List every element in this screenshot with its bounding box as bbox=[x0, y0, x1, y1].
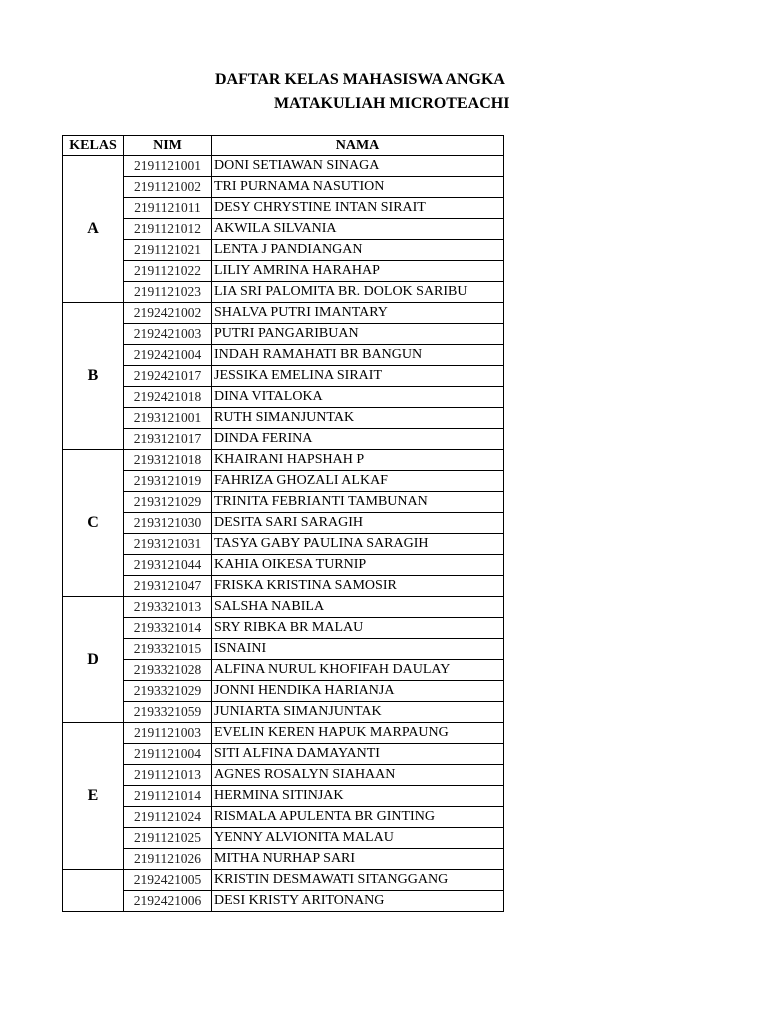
table-row bbox=[63, 639, 504, 660]
nim-cell: 2193121047 bbox=[124, 576, 212, 597]
table-row bbox=[63, 261, 504, 282]
title-line-2: MATAKULIAH MICROTEACHI bbox=[274, 95, 510, 112]
nama-cell: ISNAINI bbox=[212, 639, 504, 660]
nama-cell: DESITA SARI SARAGIH bbox=[212, 513, 504, 534]
title-line-1: DAFTAR KELAS MAHASISWA ANGKA bbox=[215, 71, 505, 88]
nim-cell: 2192421004 bbox=[124, 345, 212, 366]
table-row bbox=[63, 891, 504, 912]
nama-cell: DINDA FERINA bbox=[212, 429, 504, 450]
table-row bbox=[63, 429, 504, 450]
kelas-cell: B bbox=[63, 303, 124, 450]
table-row bbox=[63, 513, 504, 534]
nim-cell: 2192421003 bbox=[124, 324, 212, 345]
nim-cell: 2193121018 bbox=[124, 450, 212, 471]
nama-cell: DONI SETIAWAN SINAGA bbox=[212, 156, 504, 177]
nama-cell: SALSHA NABILA bbox=[212, 597, 504, 618]
table-row bbox=[63, 471, 504, 492]
table-row bbox=[63, 492, 504, 513]
header-row bbox=[63, 136, 504, 156]
nama-cell: FRISKA KRISTINA SAMOSIR bbox=[212, 576, 504, 597]
nama-cell: JESSIKA EMELINA SIRAIT bbox=[212, 366, 504, 387]
nim-cell: 2193321014 bbox=[124, 618, 212, 639]
table-row bbox=[63, 198, 504, 219]
table-body bbox=[63, 156, 504, 912]
kelas-cell: A bbox=[63, 156, 124, 303]
table-row bbox=[63, 282, 504, 303]
nama-cell: DINA VITALOKA bbox=[212, 387, 504, 408]
header-nim: NIM bbox=[124, 136, 212, 156]
nama-cell: KAHIA OIKESA TURNIP bbox=[212, 555, 504, 576]
kelas-cell: E bbox=[63, 723, 124, 870]
header-kelas: KELAS bbox=[63, 136, 124, 156]
nama-cell: DESI KRISTY ARITONANG bbox=[212, 891, 504, 912]
nama-cell: YENNY ALVIONITA MALAU bbox=[212, 828, 504, 849]
nama-cell: SRY RIBKA BR MALAU bbox=[212, 618, 504, 639]
table-row bbox=[63, 807, 504, 828]
nama-cell: EVELIN KEREN HAPUK MARPAUNG bbox=[212, 723, 504, 744]
nama-cell: HERMINA SITINJAK bbox=[212, 786, 504, 807]
table-row bbox=[63, 744, 504, 765]
nama-cell: DESY CHRYSTINE INTAN SIRAIT bbox=[212, 198, 504, 219]
nama-cell: FAHRIZA GHOZALI ALKAF bbox=[212, 471, 504, 492]
table-row bbox=[63, 576, 504, 597]
nama-cell: LILIY AMRINA HARAHAP bbox=[212, 261, 504, 282]
nim-cell: 2193121029 bbox=[124, 492, 212, 513]
nama-cell: PUTRI PANGARIBUAN bbox=[212, 324, 504, 345]
table-row bbox=[63, 660, 504, 681]
table-row bbox=[63, 723, 504, 744]
table-row bbox=[63, 345, 504, 366]
table-row bbox=[63, 240, 504, 261]
kelas-cell: D bbox=[63, 597, 124, 723]
nim-cell: 2193321028 bbox=[124, 660, 212, 681]
nama-cell: AKWILA SILVANIA bbox=[212, 219, 504, 240]
nim-cell: 2191121021 bbox=[124, 240, 212, 261]
nim-cell: 2193121031 bbox=[124, 534, 212, 555]
nim-cell: 2191121011 bbox=[124, 198, 212, 219]
table-row bbox=[63, 450, 504, 471]
table-row bbox=[63, 828, 504, 849]
table-row bbox=[63, 870, 504, 891]
nama-cell: KRISTIN DESMAWATI SITANGGANG bbox=[212, 870, 504, 891]
nama-cell: SHALVA PUTRI IMANTARY bbox=[212, 303, 504, 324]
kelas-cell bbox=[63, 870, 124, 912]
table-row bbox=[63, 303, 504, 324]
nim-cell: 2191121013 bbox=[124, 765, 212, 786]
nim-cell: 2192421005 bbox=[124, 870, 212, 891]
table-row bbox=[63, 681, 504, 702]
nim-cell: 2193121017 bbox=[124, 429, 212, 450]
nim-cell: 2193321059 bbox=[124, 702, 212, 723]
nim-cell: 2192421006 bbox=[124, 891, 212, 912]
table-header bbox=[63, 136, 504, 156]
nama-cell: INDAH RAMAHATI BR BANGUN bbox=[212, 345, 504, 366]
nim-cell: 2191121022 bbox=[124, 261, 212, 282]
nama-cell: JUNIARTA SIMANJUNTAK bbox=[212, 702, 504, 723]
nim-cell: 2193121019 bbox=[124, 471, 212, 492]
nim-cell: 2191121026 bbox=[124, 849, 212, 870]
table-row bbox=[63, 849, 504, 870]
nama-cell: ALFINA NURUL KHOFIFAH DAULAY bbox=[212, 660, 504, 681]
nama-cell: LENTA J PANDIANGAN bbox=[212, 240, 504, 261]
nim-cell: 2192421017 bbox=[124, 366, 212, 387]
nim-cell: 2193321013 bbox=[124, 597, 212, 618]
nim-cell: 2192421018 bbox=[124, 387, 212, 408]
nim-cell: 2191121001 bbox=[124, 156, 212, 177]
table-row bbox=[63, 618, 504, 639]
table-row bbox=[63, 702, 504, 723]
table-row bbox=[63, 177, 504, 198]
table-row bbox=[63, 219, 504, 240]
nim-cell: 2191121024 bbox=[124, 807, 212, 828]
nim-cell: 2193321015 bbox=[124, 639, 212, 660]
nim-cell: 2193321029 bbox=[124, 681, 212, 702]
nim-cell: 2193121044 bbox=[124, 555, 212, 576]
nama-cell: TRI PURNAMA NASUTION bbox=[212, 177, 504, 198]
nim-cell: 2193121001 bbox=[124, 408, 212, 429]
table-row bbox=[63, 534, 504, 555]
nim-cell: 2191121002 bbox=[124, 177, 212, 198]
nama-cell: TRINITA FEBRIANTI TAMBUNAN bbox=[212, 492, 504, 513]
nim-cell: 2193121030 bbox=[124, 513, 212, 534]
nama-cell: TASYA GABY PAULINA SARAGIH bbox=[212, 534, 504, 555]
table-row bbox=[63, 765, 504, 786]
nama-cell: RUTH SIMANJUNTAK bbox=[212, 408, 504, 429]
table-row bbox=[63, 786, 504, 807]
nama-cell: SITI ALFINA DAMAYANTI bbox=[212, 744, 504, 765]
nim-cell: 2191121012 bbox=[124, 219, 212, 240]
table-row bbox=[63, 324, 504, 345]
nama-cell: AGNES ROSALYN SIAHAAN bbox=[212, 765, 504, 786]
nim-cell: 2191121004 bbox=[124, 744, 212, 765]
nim-cell: 2191121014 bbox=[124, 786, 212, 807]
nama-cell: KHAIRANI HAPSHAH P bbox=[212, 450, 504, 471]
nama-cell: JONNI HENDIKA HARIANJA bbox=[212, 681, 504, 702]
kelas-cell: C bbox=[63, 450, 124, 597]
nama-cell: LIA SRI PALOMITA BR. DOLOK SARIBU bbox=[212, 282, 504, 303]
nama-cell: MITHA NURHAP SARI bbox=[212, 849, 504, 870]
table-row bbox=[63, 408, 504, 429]
table-row bbox=[63, 387, 504, 408]
table-row bbox=[63, 156, 504, 177]
table-row bbox=[63, 366, 504, 387]
table-row bbox=[63, 555, 504, 576]
nim-cell: 2191121023 bbox=[124, 282, 212, 303]
nama-cell: RISMALA APULENTA BR GINTING bbox=[212, 807, 504, 828]
class-list-table bbox=[62, 135, 504, 912]
table-row bbox=[63, 597, 504, 618]
header-nama: NAMA bbox=[212, 136, 504, 156]
nim-cell: 2191121025 bbox=[124, 828, 212, 849]
nim-cell: 2192421002 bbox=[124, 303, 212, 324]
nim-cell: 2191121003 bbox=[124, 723, 212, 744]
